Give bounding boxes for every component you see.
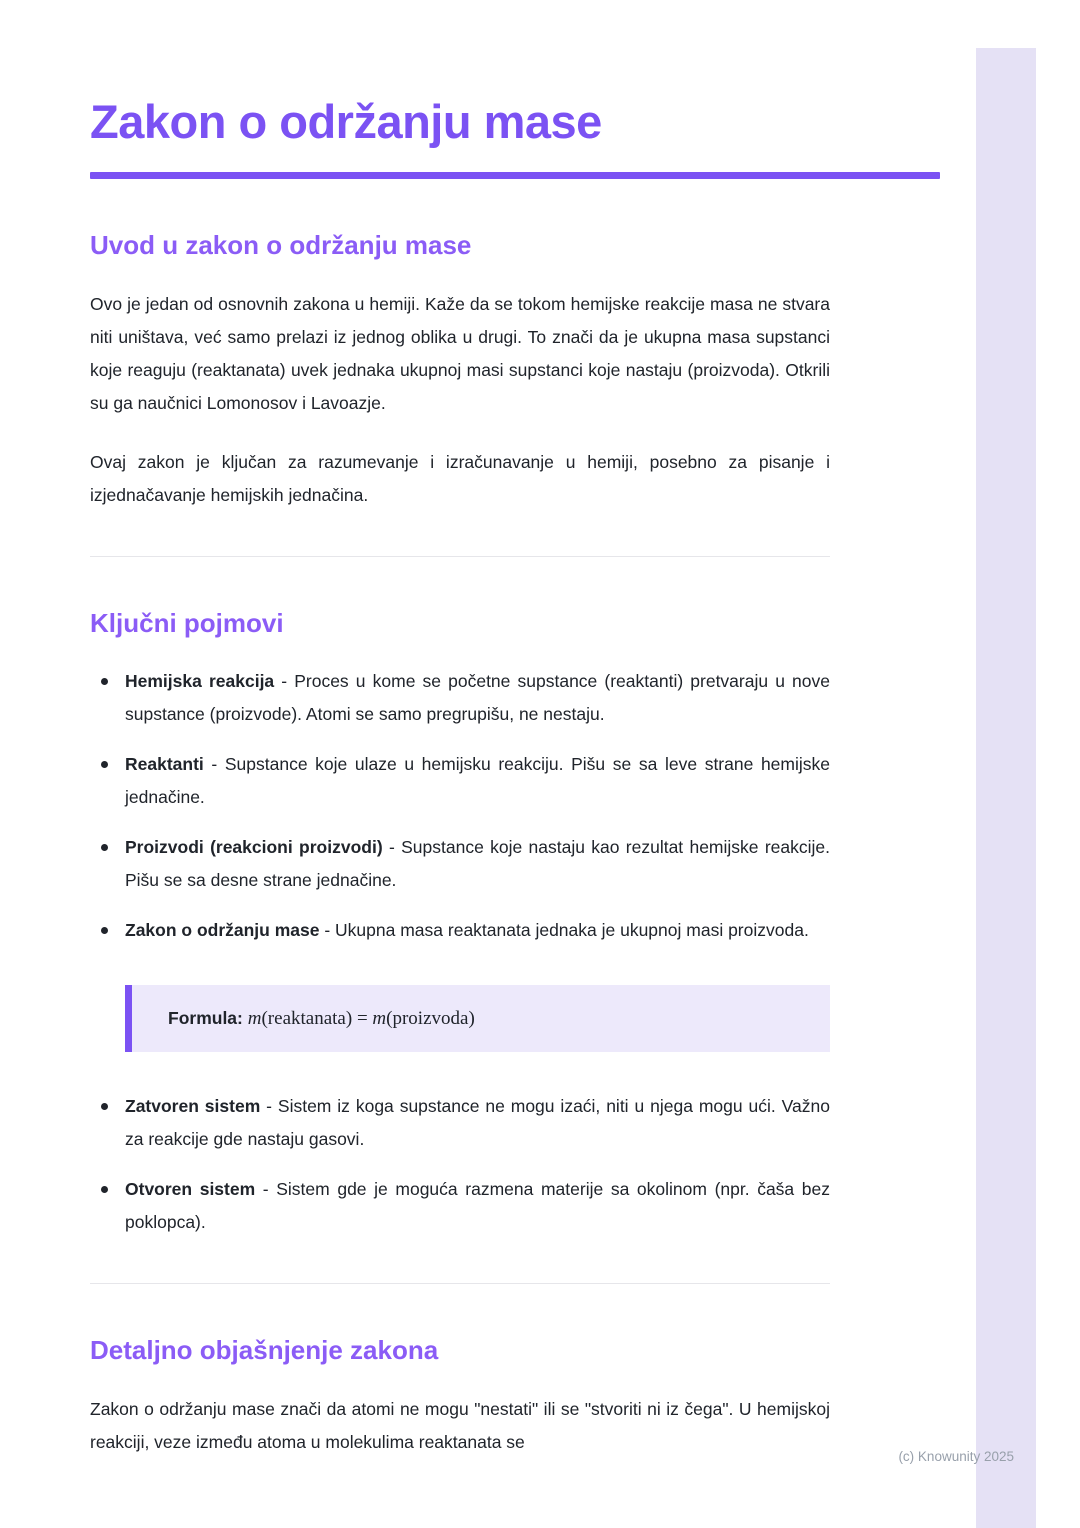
- section-heading-explanation: Detaljno objašnjenje zakona: [90, 1335, 439, 1366]
- key-terms-list-continued: [90, 1090, 830, 1239]
- bullet-icon: [101, 844, 108, 851]
- term-label: Hemijska reakcija: [125, 671, 275, 692]
- bullet-icon: [101, 1186, 108, 1193]
- term-description: - Sistem iz koga supstance ne mogu izaći, niti u njega mogu ući. Važno za reakcije gde nastaju gasovi.: [125, 1096, 830, 1150]
- list-item-hemijska-reakcija: [90, 665, 830, 731]
- term-description: - Ukupna masa reaktanata jednaka je ukupnoj masi proizvoda.: [324, 920, 809, 941]
- formula-mass-symbol-left: m: [247, 1008, 262, 1030]
- bullet-icon: [101, 1103, 108, 1110]
- term-description: - Supstance koje ulaze u hemijsku reakciju. Pišu se sa leve strane hemijske jednačine.: [125, 754, 830, 808]
- right-accent-stripe: [976, 48, 1036, 1528]
- formula-equals-sign: =: [352, 1008, 373, 1030]
- key-terms-list: [90, 665, 830, 947]
- term-description: - Supstance koje nastaju kao rezultat hemijske reakcije. Pišu se sa desne strane jednačine.: [125, 837, 830, 891]
- formula-lhs-args: (reaktanata): [261, 1008, 353, 1030]
- formula-label: Formula:: [168, 1008, 243, 1029]
- list-item-reaktanti: [90, 748, 830, 814]
- formula-callout: [125, 985, 830, 1052]
- formula-expression: [248, 1008, 475, 1029]
- term-label: Reaktanti: [125, 754, 204, 775]
- list-item-proizvodi: [90, 831, 830, 897]
- explanation-paragraph: Zakon o održanju mase znači da atomi ne mogu "nestati" ili se "stvoriti ni iz čega". U hemijskoj reakciji, veze između atoma u molekulima reaktanata se: [90, 1398, 830, 1452]
- bullet-icon: [101, 678, 108, 685]
- term-description: - Proces u kome se početne supstance (reaktanti) pretvaraju u nove supstance (proizvode). Atomi se samo pregrupišu, ne nestaju.: [125, 671, 830, 725]
- formula-rhs-args: (proizvoda): [386, 1008, 475, 1030]
- term-label: Zakon o održanju mase: [125, 920, 320, 941]
- section-divider: [90, 1283, 830, 1284]
- formula-mass-symbol-right: m: [372, 1008, 387, 1030]
- term-label: Proizvodi (reakcioni proizvodi): [125, 837, 383, 858]
- section-divider: [90, 556, 830, 557]
- intro-paragraph-2: Ovaj zakon je ključan za razumevanje i izračunavanje u hemiji, posebno za pisanje i izjednačavanje hemijskih jednačina.: [90, 451, 830, 505]
- copyright-footer: (c) Knowunity 2025: [898, 1449, 1014, 1464]
- document-content: [90, 0, 830, 1459]
- list-item-zakon-o-odrzanju-mase: [90, 914, 830, 947]
- intro-paragraph-1: Ovo je jedan od osnovnih zakona u hemiji. Kaže da se tokom hemijske reakcije masa ne stvara niti uništava, već samo prelazi iz jednog oblika u drugi. To znači da je ukupna masa supstanci koje reaguju (reaktanata) uvek jednaka ukupnoj masi supstanci koje nastaju (proizvoda). Otkrili su ga naučnici Lomonosov i Lavoazje.: [90, 293, 830, 413]
- bullet-icon: [101, 927, 108, 934]
- title-underline: [90, 172, 940, 179]
- term-label: Otvoren sistem: [125, 1179, 256, 1200]
- section-heading-intro: Uvod u zakon o održanju mase: [90, 230, 472, 261]
- list-item-otvoren-sistem: [90, 1173, 830, 1239]
- bullet-icon: [101, 761, 108, 768]
- page-title: Zakon o održanju mase: [90, 95, 602, 148]
- section-heading-key-terms: Ključni pojmovi: [90, 607, 284, 638]
- list-item-zatvoren-sistem: [90, 1090, 830, 1156]
- term-label: Zatvoren sistem: [125, 1096, 261, 1117]
- term-description: - Sistem gde je moguća razmena materije sa okolinom (npr. čaša bez poklopca).: [125, 1179, 830, 1233]
